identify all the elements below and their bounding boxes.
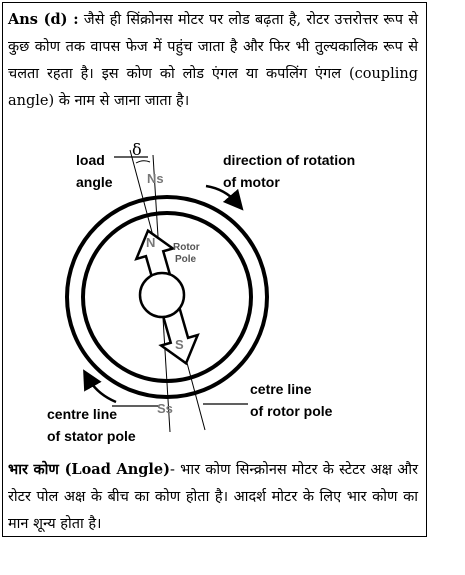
rotor-centre-label-1: cetre line — [250, 381, 312, 397]
definition-paragraph — [8, 456, 418, 538]
stator-south-label: Ss — [157, 401, 173, 416]
rotor-centre-label-2: of rotor pole — [250, 403, 333, 419]
load-angle-label-2: angle — [76, 174, 113, 190]
rotor-pole-label-2: Pole — [175, 254, 197, 265]
delta-arc — [136, 161, 150, 163]
rotor-north-label: N — [146, 235, 156, 250]
load-angle-label-1: load — [76, 152, 105, 168]
stator-centre-label-1: centre line — [47, 406, 118, 422]
rotor-south-label: S — [175, 337, 184, 352]
rotor-pole-label-1: Rotor — [173, 242, 200, 253]
stator-centre-label-2: of stator pole — [47, 428, 136, 444]
answer-text: जैसे ही सिंक्रोनस मोटर पर लोड बढ़ता है, रोटर उत्तरोत्तर रूप से कुछ कोण तक वापस फेज में पहुंच जाता है और फिर भी तुल्यकालिक रूप से चलता रहता है। इस कोण को लोड एंगल या कपलिंग एंगल (coupling angle) के नाम से जाना जाता है। — [8, 12, 419, 109]
rotor-hub — [140, 273, 184, 317]
definition-text: - भार कोण सिन्क्रोनस मोटर के स्टेटर अक्ष और रोटर पोल अक्ष के बीच का कोण होता है। आदर्श मोटर के लिए भार कोण का मान शून्य होता है। — [8, 462, 418, 532]
answer-prefix: Ans (d) : — [8, 11, 79, 28]
delta-symbol: δ — [132, 140, 142, 159]
definition-term: भार कोण (Load Angle) — [8, 461, 171, 478]
direction-label-1: direction of rotation — [223, 152, 356, 168]
direction-label-2: of motor — [223, 174, 280, 190]
stator-north-label: Ns — [147, 171, 164, 186]
